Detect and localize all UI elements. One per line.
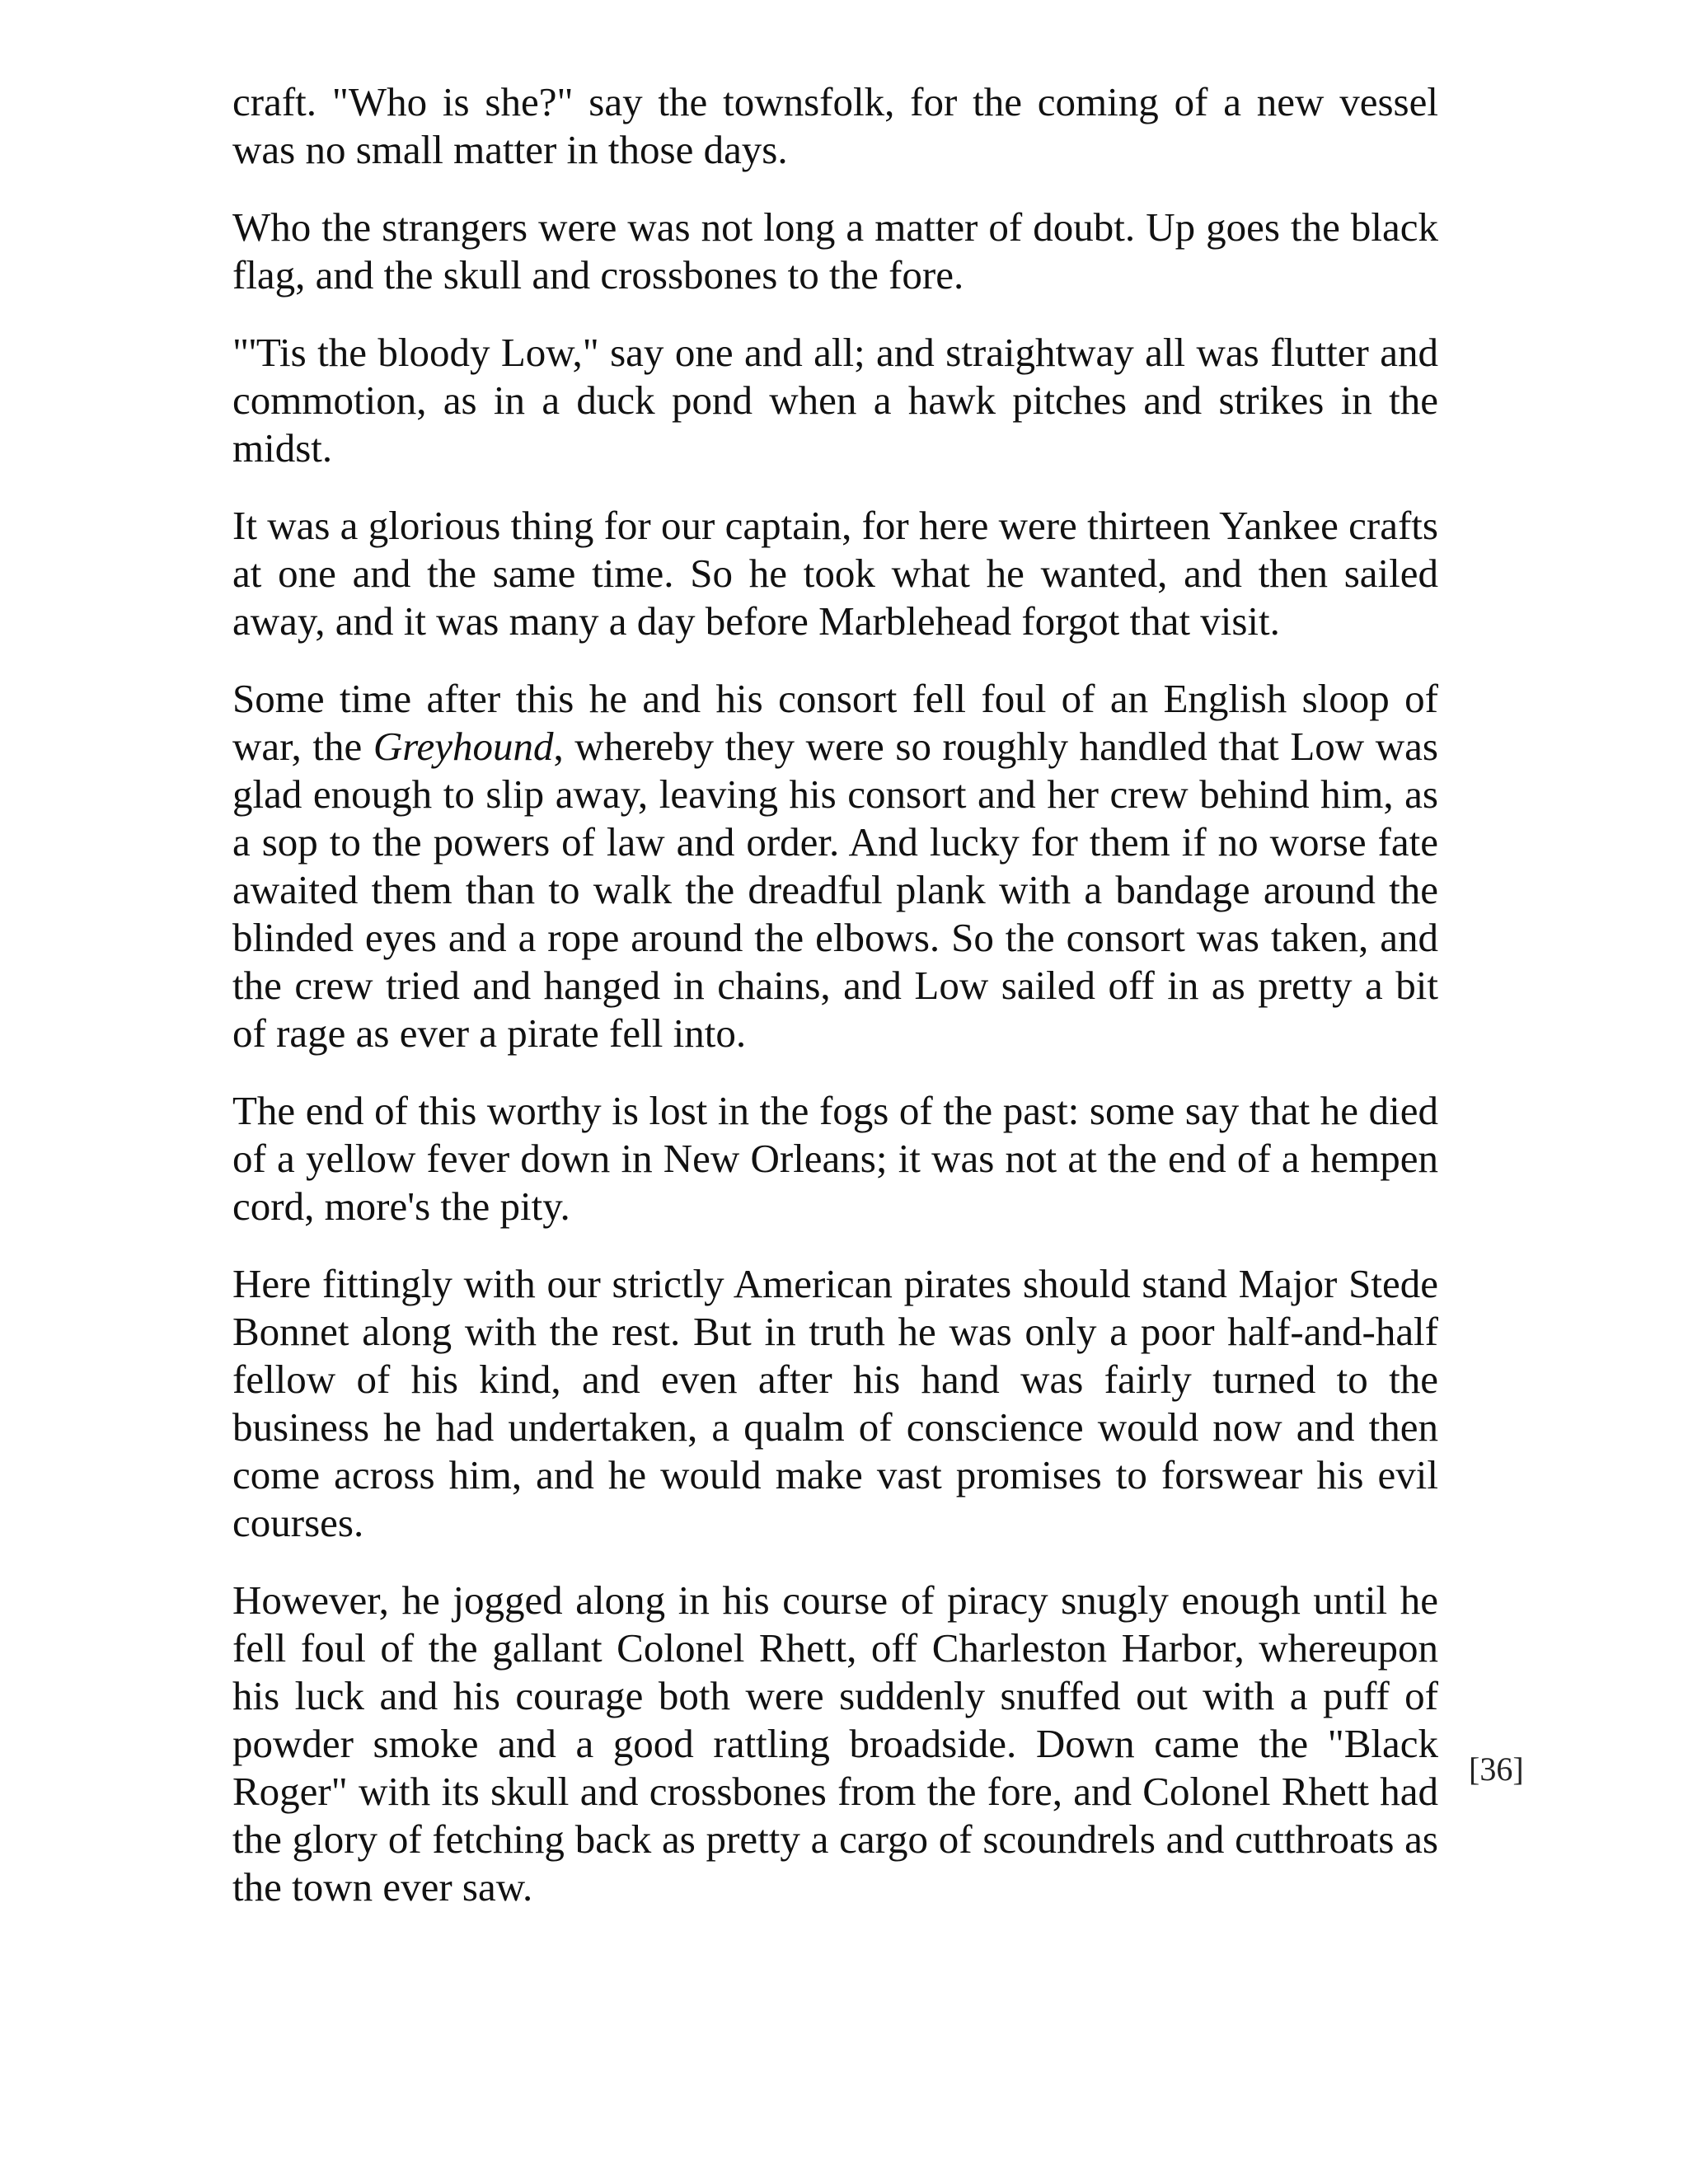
text-column	[232, 78, 1438, 1911]
paragraph-3	[232, 329, 1438, 472]
paragraph-4-text: It was a glorious thing for our captain, for here were thirteen Yankee crafts at one and the same time. So he took what he wanted, and then sailed away, and it was many a day before Marblehead forgot that visit.	[232, 503, 1438, 644]
paragraph-1	[232, 78, 1438, 174]
paragraph-5-text-start: Some time after this he and his consort fell foul of an English sloop of war, the	[232, 676, 1438, 769]
paragraph-6-text: The end of this worthy is lost in the fogs of the past: some say that he died of a yellow fever down in New Orleans; it was not at the end of a hempen cord, more's the pity.	[232, 1088, 1438, 1229]
paragraph-7	[232, 1260, 1438, 1547]
paragraph-3-text: "'Tis the bloody Low," say one and all; and straightway all was flutter and commotion, as in a duck pond when a hawk pitches and strikes in the midst.	[232, 330, 1438, 471]
paragraph-5	[232, 675, 1438, 1057]
ship-name-greyhound: Greyhound	[373, 724, 554, 769]
paragraph-5-text-end: , whereby they were so roughly handled that Low was glad enough to slip away, leaving his consort and her crew behind him, as a sop to the powers of law and order. And lucky for them if no worse fate awaited them than to walk the dreadful plank with a bandage around the blinded eyes and a rope around the elbows. So the consort was taken, and the crew tried and hanged in chains, and Low sailed off in as pretty a bit of rage as ever a pirate fell into.	[232, 724, 1438, 1056]
paragraph-8-text: However, he jogged along in his course of piracy snugly enough until he fell foul of the gallant Colonel Rhett, off Charleston Harbor, whereupon his luck and his courage both were suddenly snuffed out with a puff of powder smoke and a good rattling broadside. Down came the "Black Roger" with its skull and crossbones from the fore, and Colonel Rhett had the glory of fetching back as pretty a cargo of scoundrels and cutthroats as the town ever saw.	[232, 1577, 1438, 1910]
paragraph-2	[232, 204, 1438, 299]
paragraph-4	[232, 502, 1438, 645]
page-number: [36]	[1469, 1750, 1524, 1788]
paragraph-7-text: Here fittingly with our strictly American pirates should stand Major Stede Bonnet along with the rest. But in truth he was only a poor half-and-half fellow of his kind, and even after his hand was fairly turned to the business he had undertaken, a qualm of conscience would now and then come across him, and he would make vast promises to forswear his evil courses.	[232, 1261, 1438, 1545]
paragraph-1-text: craft. "Who is she?" say the townsfolk, for the coming of a new vessel was no small matter in those days.	[232, 79, 1438, 172]
paragraph-8	[232, 1577, 1438, 1911]
paragraph-6	[232, 1087, 1438, 1230]
paragraph-2-text: Who the strangers were was not long a matter of doubt. Up goes the black flag, and the skull and crossbones to the fore.	[232, 204, 1438, 298]
